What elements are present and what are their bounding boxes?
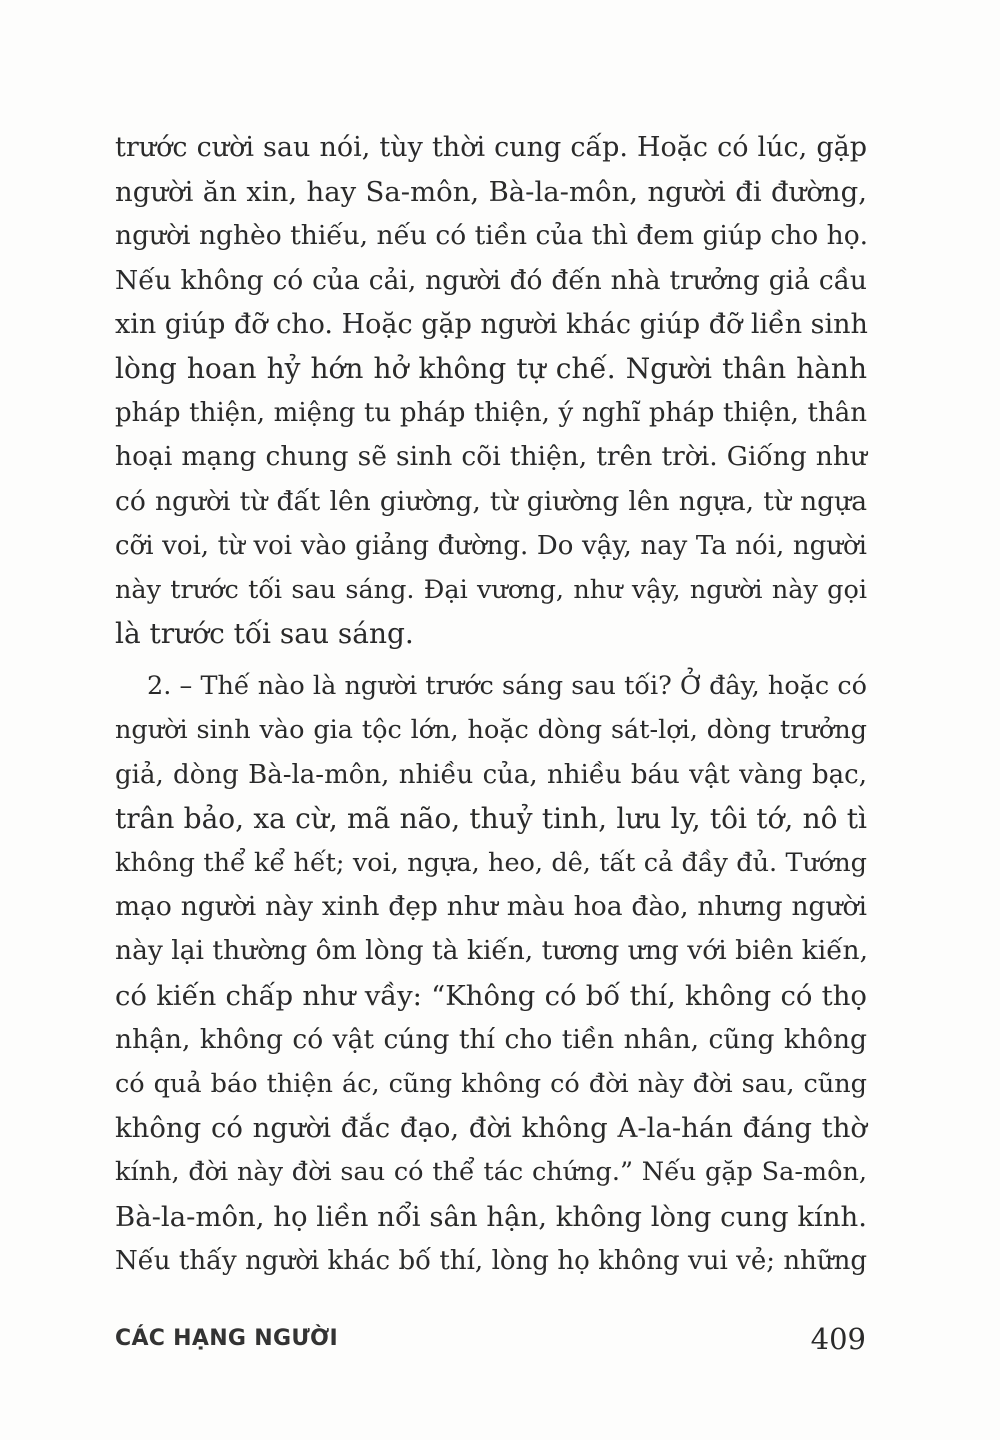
text-line: người nghèo thiếu, nếu có tiền của thì đem giúp cho họ. [115,220,869,252]
text-line: có người từ đất lên giường, từ giường lên ngựa, từ ngựa [115,485,867,517]
text-line: có kiến chấp như vầy: “Không có bố thí, không có thọ [115,979,867,1012]
text-line: 2. – Thế nào là người trước sáng sau tối? Ở đây, hoặc có [147,671,867,702]
text-line: lòng hoan hỷ hớn hở không tự chế. Người thân hành [115,351,867,385]
text-line: người sinh vào gia tộc lớn, hoặc dòng sát-lợi, dòng trưởng [115,715,867,746]
text-line: kính, đời này đời sau có thể tác chứng.” Nếu gặp Sa-môn, [115,1157,867,1188]
paragraph-2 [115,664,867,1283]
text-line: nhận, không có vật cúng thí cho tiền nhân, cũng không [115,1023,867,1055]
text-line: không có người đắc đạo, đời không A-la-hán đáng thờ [115,1112,867,1145]
text-line: Nếu thấy người khác bố thí, lòng họ không vui vẻ; những [115,1245,867,1276]
paragraph-1 [115,126,867,656]
text-line: là trước tối sau sáng. [115,617,414,651]
text-line: Nếu không có của cải, người đó đến nhà trưởng giả cầu [115,264,867,296]
text-line: này lại thường ôm lòng tà kiến, tương ưng với biên kiến, [115,935,869,967]
text-line: trân bảo, xa cừ, mã não, thuỷ tinh, lưu ly, tôi tớ, nô tì [115,801,867,835]
text-line: xin giúp đỡ cho. Hoặc gặp người khác giúp đỡ liền sinh [115,308,868,340]
text-line: mạo người này xinh đẹp như màu hoa đào, nhưng người [115,891,867,923]
body-text [115,126,867,1283]
text-line: pháp thiện, miệng tu pháp thiện, ý nghĩ pháp thiện, thân [115,398,867,429]
text-line: trước cười sau nói, tùy thời cung cấp. Hoặc có lúc, gặp [115,132,867,163]
page-number: 409 [810,1322,866,1356]
text-line: cỡi voi, từ voi vào giảng đường. Do vậy, nay Ta nói, người [115,530,867,561]
text-line: có quả báo thiện ác, cũng không có đời này đời sau, cũng [115,1068,867,1099]
text-line: này trước tối sau sáng. Đại vương, như vậy, người này gọi [115,574,867,605]
paragraph-gap [115,656,867,664]
text-line: không thể kể hết; voi, ngựa, heo, dê, tất cả đầy đủ. Tướng [115,848,867,878]
running-footer-title: CÁC HẠNG NGƯỜI [115,1326,338,1351]
text-line: giả, dòng Bà-la-môn, nhiều của, nhiều báu vật vàng bạc, [115,759,867,790]
text-line: hoại mạng chung sẽ sinh cõi thiện, trên trời. Giống như [115,441,867,473]
text-line: người ăn xin, hay Sa-môn, Bà-la-môn, người đi đường, [115,176,867,209]
text-line: Bà-la-môn, họ liền nổi sân hận, không lòng cung kính. [115,1200,867,1233]
